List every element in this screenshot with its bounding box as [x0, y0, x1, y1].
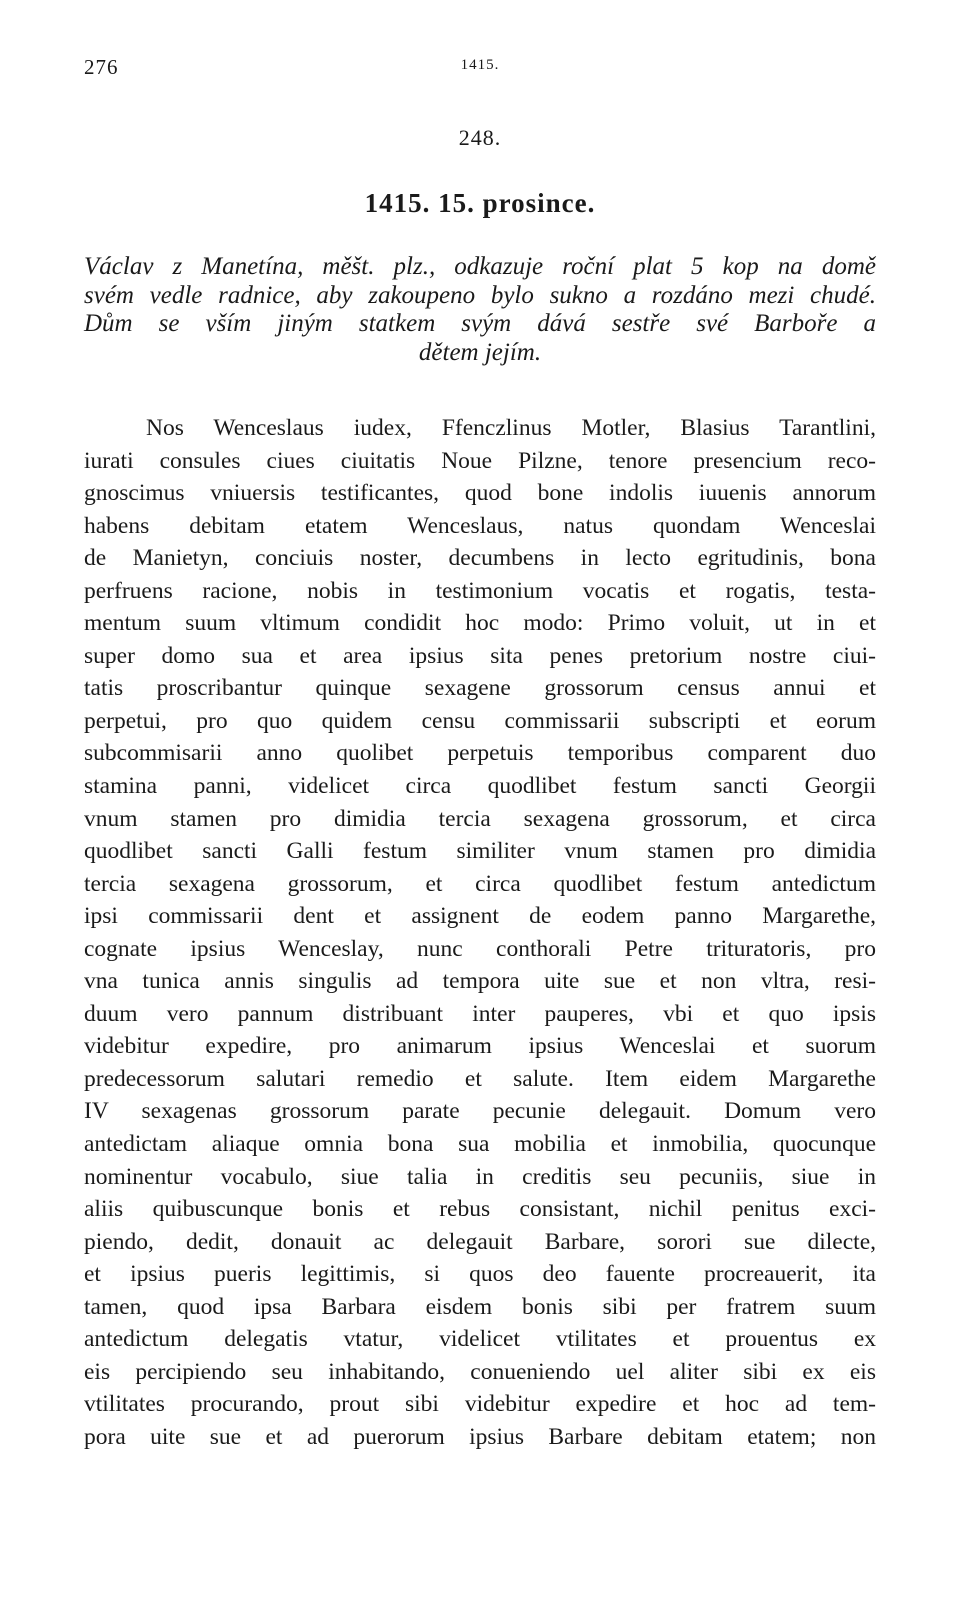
text-line: perfruens racione, nobis in testimonium vocatis et rogatis, testa- — [84, 577, 876, 604]
text-line: ipsi commissarii dent et assignent de eodem panno Margarethe, — [84, 903, 876, 930]
text-line: cognate ipsius Wenceslay, nunc conthorali Petre trituratoris, pro — [84, 935, 876, 962]
text-line: de Manietyn, conciuis noster, decumbens in lecto egritudinis, bona — [84, 545, 876, 572]
text-line: habens debitam etatem Wenceslaus, natus quondam Wenceslai — [84, 512, 876, 539]
text-line: tercia sexagena grossorum, et circa quodlibet festum antedictum — [84, 870, 876, 897]
text-line: gnoscimus vniuersis testificantes, quod bone indolis iuuenis annorum — [84, 480, 876, 507]
text-line: nominentur vocabulo, siue talia in creditis seu pecuniis, siue in — [84, 1163, 876, 1190]
document-number: 248. — [458, 125, 502, 150]
text-line: super domo sua et area ipsius sita penes pretorium nostre ciui- — [84, 642, 876, 669]
charter-text — [84, 412, 876, 1454]
regest-line: svém vedle radnice, aby zakoupeno bylo sukno a rozdáno mezi chudé. — [84, 281, 876, 309]
text-line: quodlibet sancti Galli festum similiter vnum stamen pro dimidia — [84, 838, 876, 865]
page-number: 276 — [84, 55, 119, 79]
text-line: eis percipiendo seu inhabitando, conueniendo uel aliter sibi ex eis — [84, 1358, 876, 1385]
text-line: subcommisarii anno quolibet perpetuis temporibus comparent duo — [84, 740, 876, 767]
text-line: tamen, quod ipsa Barbara eisdem bonis sibi per fratrem suum — [84, 1293, 876, 1320]
text-line: stamina panni, videlicet circa quodlibet festum sancti Georgii — [84, 773, 876, 800]
text-line: aliis quibuscunque bonis et rebus consistant, nichil penitus exci- — [84, 1196, 876, 1223]
text-line: IV sexagenas grossorum parate pecunie delegauit. Domum vero — [84, 1098, 876, 1125]
running-year: 1415. — [460, 57, 500, 73]
text-line: videbitur expedire, pro animarum ipsius Wenceslai et suorum — [84, 1033, 876, 1060]
text-line: predecessorum salutari remedio et salute. Item eidem Margarethe — [84, 1065, 876, 1092]
text-line: piendo, dedit, donauit ac delegauit Barbare, sorori sue dilecte, — [84, 1228, 876, 1255]
text-line: tatis proscribantur quinque sexagene grossorum census annui et — [84, 675, 876, 702]
regest-line: Dům se vším jiným statkem svým dává sestře své Barboře a — [84, 310, 876, 337]
text-line: antedictum delegatis vtatur, videlicet vtilitates et prouentus ex — [84, 1326, 876, 1353]
running-header — [84, 55, 876, 85]
text-line: vnum stamen pro dimidia tercia sexagena grossorum, et circa — [84, 805, 876, 832]
text-line: vtilitates procurando, prout sibi videbitur expedire et hoc ad tem- — [84, 1391, 876, 1418]
regest-summary — [84, 253, 876, 367]
text-line: Nos Wenceslaus iudex, Ffenczlinus Motler, Blasius Tarantlini, — [146, 415, 876, 441]
text-line: duum vero pannum distribuant inter pauperes, vbi et quo ipsis — [84, 1000, 876, 1027]
regest-line: Václav z Manetína, měšt. plz., odkazuje roční plat 5 kop na domě — [84, 253, 876, 280]
text-line: perpetui, pro quo quidem censu commissarii subscripti et eorum — [84, 707, 876, 734]
text-line: vna tunica annis singulis ad tempora uite sue et non vltra, resi- — [84, 968, 876, 995]
text-line: pora uite sue et ad puerorum ipsius Barbare debitam etatem; non — [84, 1423, 876, 1450]
text-line: antedictam aliaque omnia bona sua mobilia et inmobilia, quocunque — [84, 1131, 876, 1158]
text-line: mentum suum vltimum condidit hoc modo: Primo voluit, ut in et — [84, 610, 876, 637]
regest-line: dětem jejím. — [418, 338, 542, 366]
text-line: et ipsius pueris legittimis, si quos deo fauente procreauerit, ita — [84, 1261, 876, 1288]
text-line: iurati consules ciues ciuitatis Noue Pilzne, tenore presencium reco- — [84, 447, 876, 474]
document-date: 1415. 15. prosince. — [364, 188, 596, 218]
